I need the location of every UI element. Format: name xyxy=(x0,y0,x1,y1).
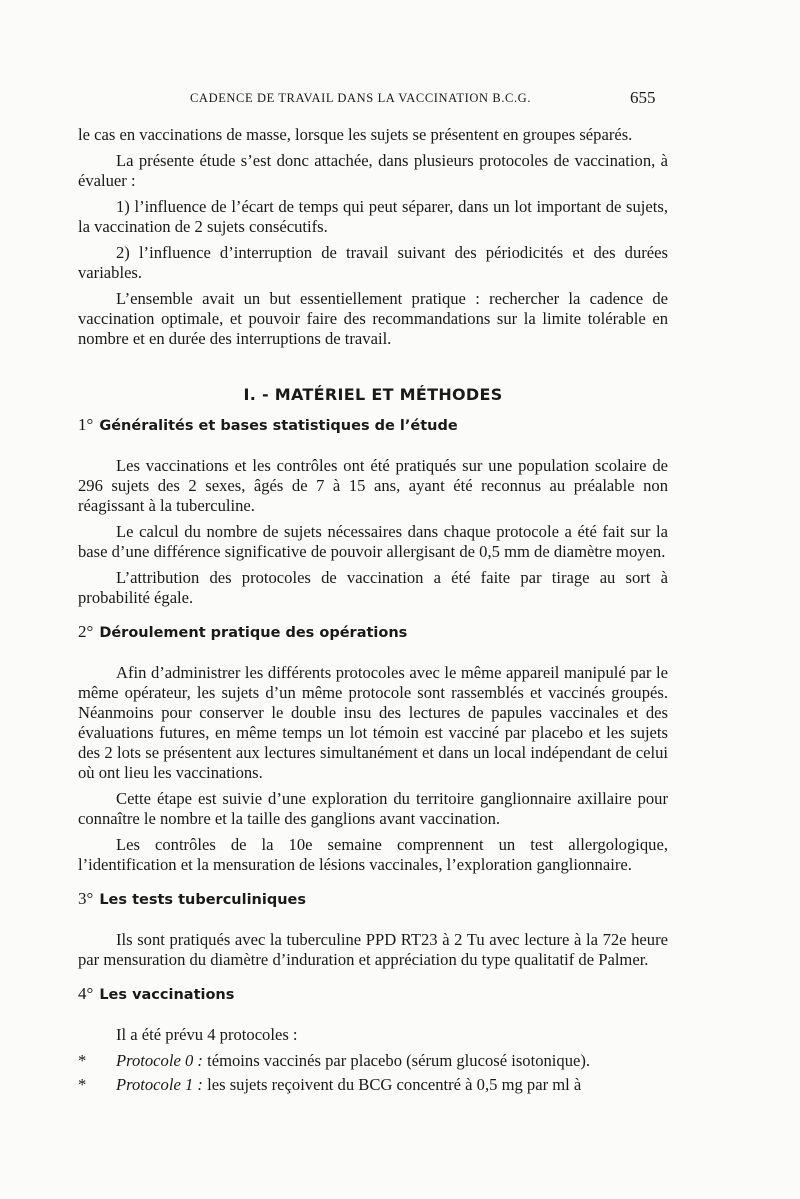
protocol-bullet: * xyxy=(78,1075,87,1094)
running-title: CADENCE DE TRAVAIL DANS LA VACCINATION B.C.G. xyxy=(190,91,532,105)
section-heading-materiel-methodes: I. - MATÉRIEL ET MÉTHODES xyxy=(243,385,503,404)
protocol-description: témoins vaccinés par placebo (sérum glucosé isotonique). xyxy=(207,1051,591,1070)
subsection-title: Les vaccinations xyxy=(99,987,235,1003)
intro-paragraph-2: La présente étude s’est donc attachée, dans plusieurs protocoles de vaccination, à évaluer : xyxy=(78,151,668,190)
page-number: 655 xyxy=(630,88,656,107)
protocol-item xyxy=(78,1051,668,1071)
intro-paragraph-5: L’ensemble avait un but essentiellement pratique : rechercher la cadence de vaccination optimale, et pouvoir faire des recommandations sur la limite tolérable en nombre et en durée des interruptions de travail. xyxy=(78,289,668,348)
protocol-name: Protocole 1 : xyxy=(116,1075,203,1094)
tests-paragraph-1: Ils sont pratiqués avec la tuberculine PPD RT23 à 2 Tu avec lecture à la 72e heure par mensuration du diamètre d’induration et appréciation du type qualitatif de Palmer. xyxy=(78,930,668,969)
subsection-number: 2° xyxy=(78,622,94,641)
generalites-paragraph-1: Les vaccinations et les contrôles ont été pratiqués sur une population scolaire de 296 sujets des 2 sexes, âgés de 7 à 15 ans, ayant été reconnus au préalable non réagissant à la tuberculine. xyxy=(78,456,668,515)
protocol-bullet: * xyxy=(78,1051,87,1070)
subsection-number: 4° xyxy=(78,984,94,1003)
subsection-number: 1° xyxy=(78,415,94,434)
subsection-heading-vaccinations xyxy=(78,984,668,1005)
deroulement-paragraph-3: Les contrôles de la 10e semaine comprennent un test allergologique, l’identification et la mensuration de lésions vaccinales, l’exploration ganglionnaire. xyxy=(78,835,668,874)
protocol-item xyxy=(78,1075,668,1095)
protocol-name: Protocole 0 : xyxy=(116,1051,203,1070)
subsection-heading-tests xyxy=(78,889,668,910)
intro-paragraph-3: 1) l’influence de l’écart de temps qui peut séparer, dans un lot important de sujets, la vaccination de 2 sujets consécutifs. xyxy=(78,197,668,236)
vaccinations-paragraph-1: Il a été prévu 4 protocoles : xyxy=(116,1025,298,1044)
generalites-paragraph-3: L’attribution des protocoles de vaccination a été faite par tirage au sort à probabilité égale. xyxy=(78,568,668,607)
subsection-title: Généralités et bases statistiques de l’étude xyxy=(99,418,458,434)
article-body xyxy=(78,125,668,1099)
deroulement-paragraph-1: Afin d’administrer les différents protocoles avec le même appareil manipulé par le même opérateur, les sujets d’un même protocole sont rassemblés et vaccinés groupés. Néanmoins pour conserver le double insu des lectures de papules vaccinales et des évaluations futures, en même temps un lot témoin est vacciné par placebo et les sujets des 2 lots se présentent aux lectures simultanément et dans un local indépendant de celui où ont lieu les vaccinations. xyxy=(78,663,668,782)
subsection-number: 3° xyxy=(78,889,94,908)
subsection-title: Les tests tuberculiniques xyxy=(99,892,307,908)
subsection-heading-generalites xyxy=(78,415,668,436)
deroulement-paragraph-2: Cette étape est suivie d’une exploration du territoire ganglionnaire axillaire pour connaître le nombre et la taille des ganglions avant vaccination. xyxy=(78,789,668,828)
intro-paragraph-4: 2) l’influence d’interruption de travail suivant des périodicités et des durées variables. xyxy=(78,243,668,282)
subsection-heading-deroulement xyxy=(78,622,668,643)
generalites-paragraph-2: Le calcul du nombre de sujets nécessaires dans chaque protocole a été fait sur la base d’une différence significative de pouvoir allergisant de 0,5 mm de diamètre moyen. xyxy=(78,522,668,561)
subsection-title: Déroulement pratique des opérations xyxy=(99,625,408,641)
intro-paragraph-1: le cas en vaccinations de masse, lorsque les sujets se présentent en groupes séparés. xyxy=(78,125,633,144)
protocol-description: les sujets reçoivent du BCG concentré à 0,5 mg par ml à xyxy=(207,1075,582,1094)
